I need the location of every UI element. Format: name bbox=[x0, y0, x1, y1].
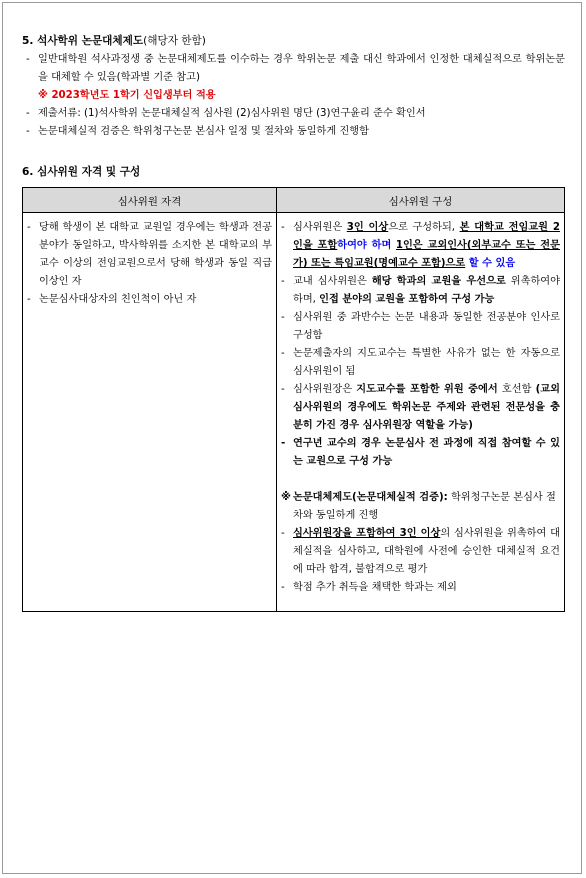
text-run: 심사위원은 bbox=[293, 222, 347, 233]
text-run: 심사위원 중 과반수는 논문 내용과 동일한 전공분야 인사로 구성함 bbox=[293, 312, 560, 341]
composition-cell bbox=[277, 213, 565, 612]
list-item bbox=[281, 273, 560, 309]
section-5-item-text: 논문대체실적 검증은 학위청구논문 본심사 일정 및 절차와 동일하게 진행함 bbox=[38, 126, 369, 137]
text-run: 연구년 교수의 경우 논문심사 전 과정에 직접 참여할 수 있는 교원으로 구성 가능 bbox=[293, 438, 560, 467]
dash-marker: - bbox=[281, 438, 286, 449]
section-5-title-note: (해당자 한함) bbox=[143, 35, 206, 47]
section-5-notice bbox=[22, 87, 565, 105]
text-run: 해당 학과의 교원을 우선으로 bbox=[371, 276, 506, 287]
dash-marker: - bbox=[281, 528, 285, 539]
text-run: 인접 분야의 교원을 포함하여 구성 가능 bbox=[319, 294, 495, 305]
text-run: 심사위원장을 포함하여 3인 이상 bbox=[293, 528, 441, 539]
text-run: 학위청구논문 본심사 절차와 동일하게 진행 bbox=[293, 492, 556, 521]
section-5-item-text: 제출서류: (1)석사학위 논문대체실적 심사원 (2)심사위원 명단 (3)연구윤리 준수 확인서 bbox=[38, 108, 426, 119]
section-5-item bbox=[22, 105, 565, 123]
text-run: 할 수 있음 bbox=[465, 258, 516, 269]
dash-marker: - bbox=[281, 222, 285, 233]
text-run: 3인 이상 bbox=[346, 222, 389, 233]
text-run: 지도교수를 포함한 위원 중에서 bbox=[356, 384, 498, 395]
text-run: 호선함 bbox=[497, 384, 532, 395]
section-6-title: 6. 심사위원 자격 및 구성 bbox=[22, 166, 141, 178]
list-item bbox=[27, 219, 272, 291]
dash-marker: - bbox=[281, 582, 285, 593]
list-item bbox=[27, 291, 272, 309]
list-item bbox=[281, 309, 560, 345]
text-run: 교내 심사위원은 bbox=[293, 276, 372, 287]
text-run: 위촉하여야 하며, bbox=[293, 276, 560, 305]
text-run: 논문대체제도(논문대체실적 검증): bbox=[293, 492, 448, 503]
section-5-title-text: 5. 석사학위 논문대체제도 bbox=[22, 35, 144, 47]
table-row bbox=[23, 213, 565, 612]
list-item-text: 당해 학생이 본 대학교 교원일 경우에는 학생과 전공분야가 동일하고, 박사학위를 소지한 본 대학교의 부교수 이상의 전임교원으로서 당해 학생과 동일 직급 이상인 자 bbox=[39, 222, 272, 287]
dash-marker: - bbox=[26, 126, 30, 137]
text-run: 의 심사위원을 위촉하여 대체실적을 심사하고, 대학원에 사전에 승인한 대체실적 요건에 따라 합격, 불합격으로 평가 bbox=[293, 528, 560, 575]
list-item bbox=[281, 489, 560, 525]
dash-marker: - bbox=[281, 312, 285, 323]
section-5-title bbox=[22, 34, 565, 48]
qualification-cell bbox=[23, 213, 277, 612]
list-item bbox=[281, 525, 560, 579]
dash-marker: - bbox=[27, 294, 31, 305]
header-qualification: 심사위원 자격 bbox=[23, 188, 277, 213]
dash-marker: - bbox=[281, 348, 285, 359]
section-5-item bbox=[22, 51, 565, 87]
notice-text: ※ 2023학년도 1학기 신입생부터 적용 bbox=[38, 90, 216, 101]
dash-marker: - bbox=[27, 222, 31, 233]
list-item bbox=[281, 381, 560, 435]
table-header-row bbox=[23, 188, 565, 213]
text-run: 논문제출자의 지도교수는 특별한 사유가 없는 한 자동으로 심사위원이 됨 bbox=[293, 348, 560, 377]
text-run: 으로 구성하되, bbox=[388, 222, 460, 233]
section-5-item-text: 일반대학원 석사과정생 중 논문대체제도를 이수하는 경우 학위논문 제출 대신 학과에서 인정한 대체실적으로 학위논문을 대체할 수 있음(학과별 기준 참고) bbox=[38, 54, 565, 83]
list-item bbox=[281, 345, 560, 381]
list-item bbox=[281, 219, 560, 273]
dash-marker: - bbox=[281, 276, 285, 287]
list-item bbox=[281, 435, 560, 471]
dash-marker: - bbox=[281, 384, 285, 395]
list-item bbox=[281, 579, 560, 597]
text-run: (교외심사위원의 경우에도 학위논문 주제와 관련된 전문성을 충분히 가진 경우 심사위원장 역할을 가능) bbox=[293, 384, 560, 431]
committee-table bbox=[22, 187, 565, 612]
text-run: 1인은 교외인사(외부교수 또는 전문가) 또는 특임교원(명예교수 포함)으로 bbox=[293, 240, 560, 269]
document-content bbox=[22, 34, 565, 612]
text-run: 하여야 하며 bbox=[337, 240, 392, 251]
text-run: 본 대학교 전임교원 2인을 포함 bbox=[293, 222, 560, 251]
dash-marker: - bbox=[26, 108, 30, 119]
header-composition: 심사위원 구성 bbox=[277, 188, 565, 213]
text-run: 심사위원장은 bbox=[293, 384, 357, 395]
section-5-item bbox=[22, 123, 565, 141]
reference-mark: ※ bbox=[281, 492, 291, 503]
text-run: 학점 추가 취득을 채택한 학과는 제외 bbox=[293, 582, 457, 593]
dash-marker: - bbox=[26, 54, 30, 65]
list-item-text: 논문심사대상자의 친인척이 아닌 자 bbox=[39, 294, 197, 305]
